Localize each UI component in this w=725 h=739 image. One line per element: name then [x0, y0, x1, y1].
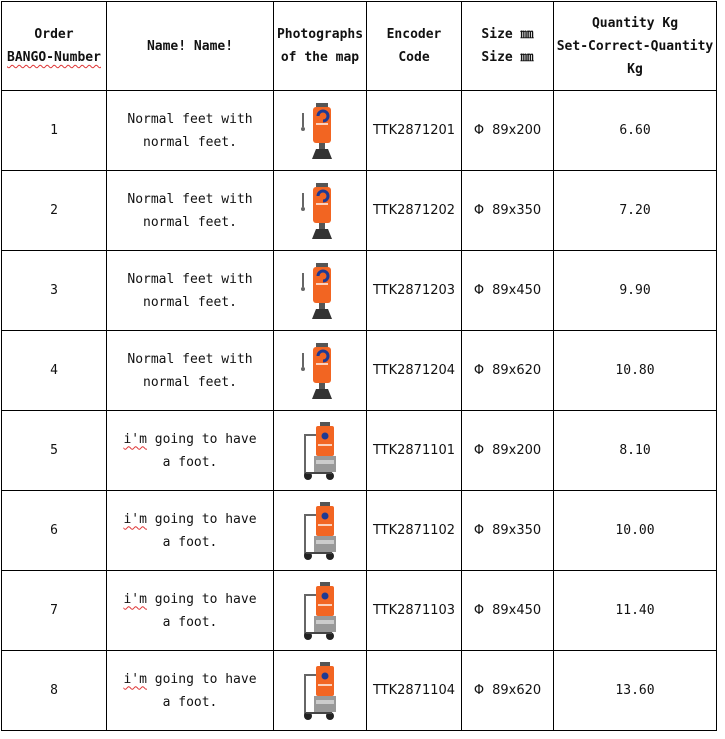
header-code-line1: Encoder	[386, 27, 442, 42]
cell-photo	[274, 491, 367, 571]
name-text	[120, 508, 260, 554]
cell-size	[462, 171, 554, 251]
cell-size	[462, 571, 554, 651]
cell-order: 5	[2, 411, 107, 491]
cell-order: 4	[2, 331, 107, 411]
table-row	[2, 651, 717, 731]
table-row	[2, 171, 717, 251]
cell-code: TTK2871202	[367, 171, 462, 251]
header-photo-line1: Photographs	[276, 27, 364, 42]
name-rest: going to have a foot.	[146, 511, 257, 550]
cell-code: TTK2871204	[367, 331, 462, 411]
header-code-line2: Code	[398, 50, 430, 65]
name-rest: Normal feet with normal feet.	[127, 111, 253, 150]
cell-order: 1	[2, 91, 107, 171]
cell-code: TTK2871203	[367, 251, 462, 331]
cell-photo	[274, 171, 367, 251]
header-photo-line2: of the map	[280, 50, 360, 65]
cell-name	[107, 491, 274, 571]
cell-quantity: 13.60	[554, 651, 717, 731]
normal-foot-product-icon	[298, 181, 342, 241]
cell-code: TTK2871102	[367, 491, 462, 571]
name-text	[120, 348, 260, 394]
header-quantity	[554, 2, 717, 91]
cell-quantity: 10.00	[554, 491, 717, 571]
diameter-symbol: Φ	[473, 123, 485, 138]
cell-name	[107, 331, 274, 411]
cell-name	[107, 251, 274, 331]
cell-size	[462, 491, 554, 571]
cell-photo	[274, 91, 367, 171]
size-value: 89x450	[492, 283, 542, 298]
size-value: 89x620	[492, 363, 542, 378]
size-value: 89x200	[492, 123, 542, 138]
header-order	[2, 2, 107, 91]
name-text	[120, 588, 260, 634]
cell-name	[107, 411, 274, 491]
name-text	[120, 108, 260, 154]
cell-order: 2	[2, 171, 107, 251]
product-table	[1, 1, 717, 731]
cell-size	[462, 251, 554, 331]
header-size-line2: Size ㎜	[481, 50, 534, 65]
size-value: 89x620	[492, 683, 542, 698]
normal-foot-product-icon	[298, 341, 342, 401]
header-order-line2: BANGO-Number	[7, 50, 101, 65]
cell-photo	[274, 251, 367, 331]
cell-code: TTK2871101	[367, 411, 462, 491]
name-text	[120, 268, 260, 314]
diameter-symbol: Φ	[473, 363, 485, 378]
cell-photo	[274, 331, 367, 411]
cell-name	[107, 171, 274, 251]
header-name-label: Name! Name!	[146, 38, 234, 54]
name-text	[120, 668, 260, 714]
size-value: 89x350	[492, 523, 542, 538]
header-size	[462, 2, 554, 91]
name-rest: Normal feet with normal feet.	[127, 351, 253, 390]
cell-photo	[274, 571, 367, 651]
name-rest: going to have a foot.	[146, 671, 257, 710]
table-row	[2, 331, 717, 411]
cell-photo	[274, 411, 367, 491]
name-underlined: i'm	[123, 591, 147, 607]
table-body	[2, 91, 717, 731]
cell-order: 8	[2, 651, 107, 731]
cell-quantity: 11.40	[554, 571, 717, 651]
cell-code: TTK2871104	[367, 651, 462, 731]
name-text	[120, 428, 260, 474]
name-rest: going to have a foot.	[146, 591, 257, 630]
name-underlined: i'm	[123, 671, 147, 687]
cell-size	[462, 331, 554, 411]
cell-size	[462, 411, 554, 491]
name-text	[120, 188, 260, 234]
diameter-symbol: Φ	[473, 283, 485, 298]
wheeled-foot-product-icon	[298, 580, 342, 642]
cell-quantity: 7.20	[554, 171, 717, 251]
wheeled-foot-product-icon	[298, 500, 342, 562]
header-code	[367, 2, 462, 91]
cell-order: 7	[2, 571, 107, 651]
cell-name	[107, 571, 274, 651]
wheeled-foot-product-icon	[298, 420, 342, 482]
name-rest: Normal feet with normal feet.	[127, 271, 253, 310]
diameter-symbol: Φ	[473, 603, 485, 618]
diameter-symbol: Φ	[473, 443, 485, 458]
size-value: 89x450	[492, 603, 542, 618]
table-row	[2, 91, 717, 171]
header-size-line1: Size ㎜	[481, 27, 534, 42]
header-qty-line1: Quantity Kg	[591, 15, 679, 31]
header-qty-line3: Kg	[627, 61, 643, 77]
size-value: 89x200	[492, 443, 542, 458]
table-row	[2, 251, 717, 331]
cell-quantity: 9.90	[554, 251, 717, 331]
cell-quantity: 6.60	[554, 91, 717, 171]
normal-foot-product-icon	[298, 261, 342, 321]
cell-order: 3	[2, 251, 107, 331]
cell-code: TTK2871103	[367, 571, 462, 651]
table-row	[2, 491, 717, 571]
name-rest: Normal feet with normal feet.	[127, 191, 253, 230]
header-photo	[274, 2, 367, 91]
cell-photo	[274, 651, 367, 731]
cell-size	[462, 91, 554, 171]
wheeled-foot-product-icon	[298, 660, 342, 722]
cell-quantity: 8.10	[554, 411, 717, 491]
cell-size	[462, 651, 554, 731]
header-qty-line2: Set-Correct-Quantity	[556, 38, 714, 54]
diameter-symbol: Φ	[473, 203, 485, 218]
header-row	[2, 2, 717, 91]
cell-name	[107, 651, 274, 731]
cell-quantity: 10.80	[554, 331, 717, 411]
cell-order: 6	[2, 491, 107, 571]
table-row	[2, 411, 717, 491]
size-value: 89x350	[492, 203, 542, 218]
cell-code: TTK2871201	[367, 91, 462, 171]
name-underlined: i'm	[123, 431, 147, 447]
table-row	[2, 571, 717, 651]
diameter-symbol: Φ	[473, 683, 485, 698]
cell-name	[107, 91, 274, 171]
header-name	[107, 2, 274, 91]
diameter-symbol: Φ	[473, 523, 485, 538]
name-rest: going to have a foot.	[146, 431, 257, 470]
name-underlined: i'm	[123, 511, 147, 527]
normal-foot-product-icon	[298, 101, 342, 161]
header-order-line1: Order	[34, 27, 74, 42]
